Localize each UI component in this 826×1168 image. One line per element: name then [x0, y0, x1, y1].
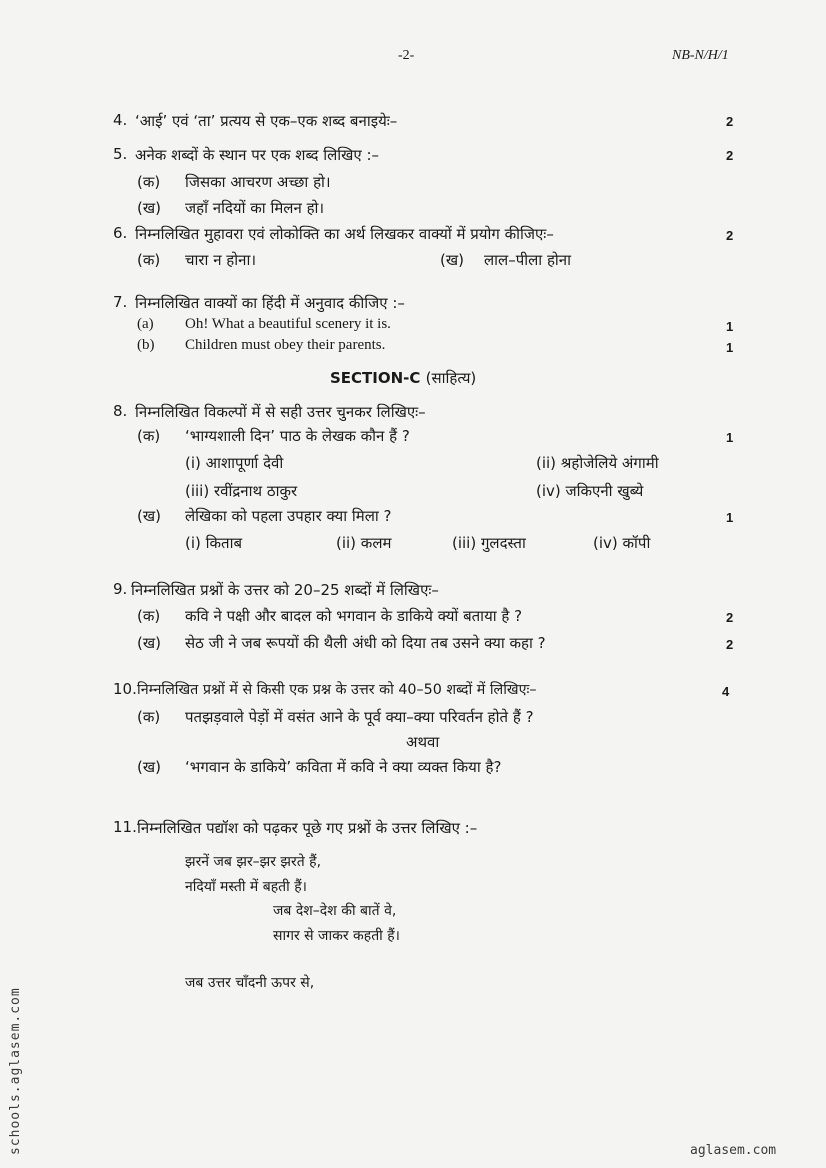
q9-b-label: (ख) — [137, 634, 161, 652]
q10-number: 10. — [113, 680, 137, 698]
q7-b-marks: 1 — [726, 340, 734, 355]
poem-line-1: झरनें जब झर–झर झरते हैं, — [185, 854, 322, 870]
q5-b-label: (ख) — [137, 199, 161, 217]
q6-a-text: चारा न होना। — [185, 251, 257, 269]
paper-code: NB-N/H/1 — [672, 48, 729, 63]
q8-a-marks: 1 — [726, 430, 734, 445]
q4-text: ‘आई’ एवं ‘ता’ प्रत्यय से एक–एक शब्द बनाइयेः– — [135, 112, 398, 130]
side-watermark: schools.aglasem.com — [8, 987, 23, 1155]
q9-b-marks: 2 — [726, 637, 734, 652]
q6-number: 6. — [113, 224, 128, 242]
q9-number: 9. — [113, 580, 128, 598]
q8-a-option-3: (iii) रवींद्रनाथ ठाकुर — [185, 482, 298, 500]
poem-line-4: सागर से जाकर कहती हैं। — [273, 928, 400, 944]
q6-text: निम्नलिखित मुहावरा एवं लोकोक्ति का अर्थ लिखकर वाक्यों में प्रयोग कीजिएः– — [135, 225, 554, 243]
q11-number: 11. — [113, 818, 137, 836]
q6-a-label: (क) — [137, 251, 161, 269]
q9-a-text: कवि ने पक्षी और बादल को भगवान के डाकिये क्यों बताया है ? — [185, 607, 523, 625]
q5-number: 5. — [113, 145, 128, 163]
section-c-subtitle: (साहित्य) — [425, 369, 477, 387]
q4-number: 4. — [113, 111, 128, 129]
q6-marks: 2 — [726, 228, 734, 243]
q8-a-option-2: (ii) श्रहोजेलिये अंगामी — [536, 454, 659, 472]
q9-a-marks: 2 — [726, 610, 734, 625]
q10-or: अथवा — [406, 733, 440, 751]
q10-a-text: पतझड़वाले पेड़ों में वसंत आने के पूर्व क्या–क्या परिवर्तन होते हैं ? — [185, 708, 534, 726]
section-c-title: SECTION-C — [330, 369, 421, 387]
q5-a-text: जिसका आचरण अच्छा हो। — [185, 173, 331, 191]
q7-a-marks: 1 — [726, 319, 734, 334]
q10-text: निम्नलिखित प्रश्नों में से किसी एक प्रश्न के उत्तर को 40–50 शब्दों में लिखिएः– — [137, 682, 537, 698]
q5-text: अनेक शब्दों के स्थान पर एक शब्द लिखिए :– — [135, 146, 380, 164]
page-number: -2- — [398, 48, 415, 63]
q8-b-option-4: (iv) कॉपी — [593, 534, 651, 552]
q8-b-label: (ख) — [137, 507, 161, 525]
q8-a-option-1: (i) आशापूर्णा देवी — [185, 454, 284, 472]
q11-text: निम्नलिखित पद्यॉश को पढ़कर पूछे गए प्रश्नों के उत्तर लिखिए :– — [137, 819, 478, 837]
q7-b-label: (b) — [137, 337, 155, 353]
q4-marks: 2 — [726, 114, 734, 129]
q8-a-text: ‘भाग्यशाली दिन’ पाठ के लेखक कौन हैं ? — [185, 427, 410, 445]
q7-number: 7. — [113, 293, 128, 311]
q5-marks: 2 — [726, 148, 734, 163]
poem-line-2: नदियाँ मस्ती में बहती हैं। — [185, 879, 307, 895]
q5-a-label: (क) — [137, 173, 161, 191]
q7-a-label: (a) — [137, 316, 154, 332]
q7-a-text: Oh! What a beautiful scenery it is. — [185, 316, 391, 332]
q10-b-text: ‘भगवान के डाकिये’ कविता में कवि ने क्या व्यक्त किया है? — [185, 758, 502, 776]
q10-marks: 4 — [722, 684, 730, 699]
q9-b-text: सेठ जी ने जब रूपयों की थैली अंधी को दिया तब उसने क्या कहा ? — [185, 634, 546, 652]
q8-b-option-1: (i) किताब — [185, 534, 243, 552]
q10-a-label: (क) — [137, 708, 161, 726]
q6-b-label: (ख) — [440, 251, 464, 269]
q8-b-text: लेखिका को पहला उपहार क्या मिला ? — [185, 507, 392, 525]
q7-b-text: Children must obey their parents. — [185, 337, 386, 353]
q8-a-option-4: (iv) जकिएनी खुब्ये — [536, 482, 644, 500]
q6-b-text: लाल–पीला होना — [484, 251, 572, 269]
q8-a-label: (क) — [137, 427, 161, 445]
q8-b-marks: 1 — [726, 510, 734, 525]
q8-b-option-2: (ii) कलम — [336, 534, 392, 552]
q8-b-option-3: (iii) गुलदस्ता — [452, 534, 526, 552]
q8-number: 8. — [113, 402, 128, 420]
corner-watermark: aglasem.com — [690, 1143, 777, 1158]
q8-text: निम्नलिखित विकल्पों में से सही उत्तर चुनकर लिखिएः– — [135, 403, 426, 421]
poem-line-3: जब देश–देश की बातें वे, — [273, 903, 397, 919]
section-c-heading — [330, 368, 476, 388]
q9-text: निम्नलिखित प्रश्नों के उत्तर को 20–25 शब्दों में लिखिएः– — [131, 581, 439, 599]
q5-b-text: जहाँ नदियों का मिलन हो। — [185, 199, 325, 217]
q10-b-label: (ख) — [137, 758, 161, 776]
q7-text: निम्नलिखित वाक्यों का हिंदी में अनुवाद कीजिए :– — [135, 294, 405, 312]
q9-a-label: (क) — [137, 607, 161, 625]
poem-line-5: जब उत्तर चाँदनी ऊपर से, — [185, 975, 315, 991]
